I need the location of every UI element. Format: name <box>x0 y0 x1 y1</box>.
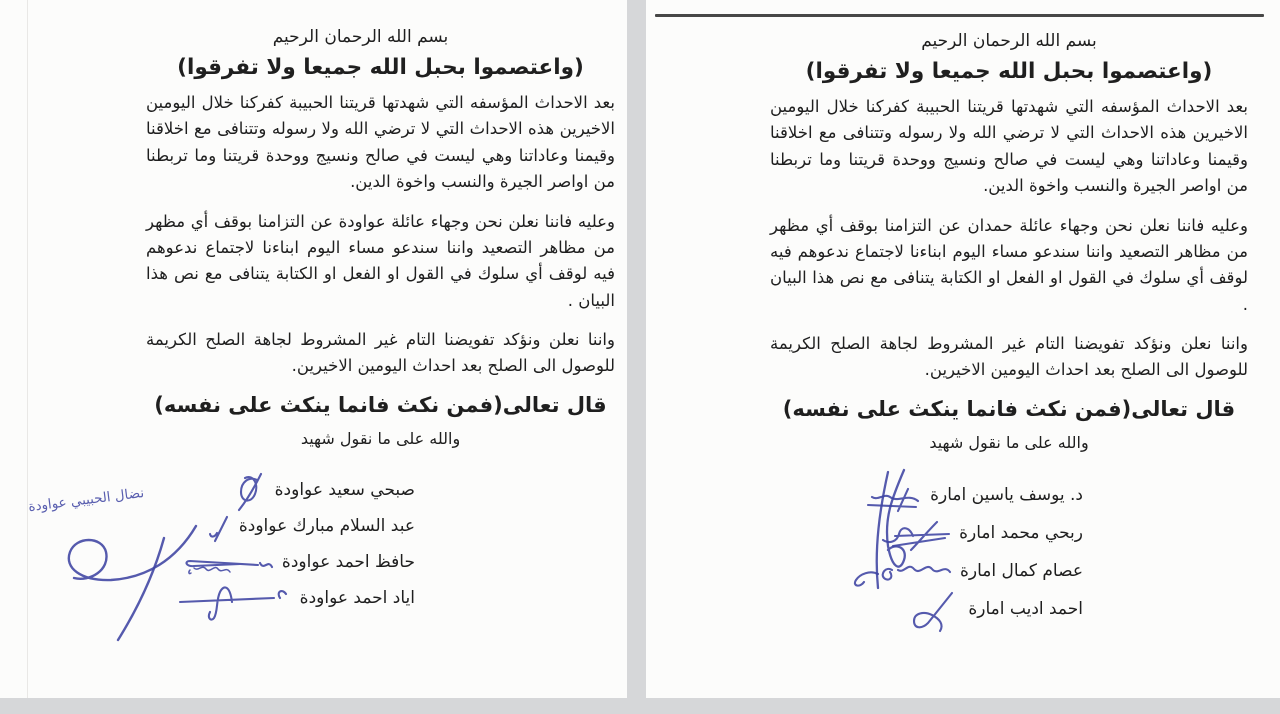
paragraph-events: بعد الاحداث المؤسفه التي شهدتها قريتنا الحبيبة كفركنا خلال اليومين الاخيرين هذه الاحداث التي لا ترضي الله ولا رسوله وتتنافى مع اخلاقنا وقيمنا وعاداتنا وهي ليست في صالح ونسيج ووحدة قريتنا وما تربطنا من اواصر الجيرة والنسب واخوة الدين. <box>146 92 615 192</box>
quran-quote-line: قال تعالى(فمن نكث فانما ينكث على نفسه) <box>154 392 607 417</box>
document-body <box>646 0 1280 628</box>
signatory-name: ربحي محمد امارة <box>959 522 1083 543</box>
quran-verse-heading: (واعتصموا بحبل الله جميعا ولا تفرقوا) <box>805 58 1213 84</box>
paragraph-events: بعد الاحداث المؤسفه التي شهدتها قريتنا الحبيبة كفركنا خلال اليومين الاخيرين هذه الاحداث التي لا ترضي الله ولا رسوله وتتنافى مع اخلاقنا وقيمنا وعاداتنا وهي ليست في صالح ونسيج ووحدة قريتنا وما تربطنا من اواصر الجيرة والنسب واخوة الدين. <box>770 96 1248 196</box>
quran-quote-line: قال تعالى(فمن نكث فانما ينكث على نفسه) <box>782 396 1236 421</box>
handwritten-small-note <box>182 558 234 584</box>
handwritten-flourish-signature <box>796 468 946 608</box>
witness-line: والله على ما نقول شهيد <box>929 432 1089 452</box>
scan-edge-line <box>655 14 1264 17</box>
paragraph-commitment: وعليه فاننا نعلن نحن وجهاء عائلة حمدان عن التزامنا بوقف أي مظهر من مظاهر التصعيد واننا سندعو مساء اليوم ابناءنا لاجتماع ندعوهم فيه لوقف أي سلوك في القول او الفعل او الكتابة يتنافى مع نص هذا البيان . <box>770 215 1248 314</box>
scanned-document-hamdan <box>646 0 1280 698</box>
scan-crease-line <box>27 0 28 698</box>
signatory-name: اياد احمد عواودة <box>299 587 415 608</box>
signatory-name: حافظ احمد عواودة <box>281 551 415 572</box>
handwritten-margin-note: نضال الحبيبي عواودة <box>27 484 145 516</box>
signatory-name: صبحي سعيد عواودة <box>274 479 415 500</box>
signatory-name: د. يوسف ياسين امارة <box>930 484 1083 505</box>
paragraph-mandate: واننا نعلن ونؤكد تفويضنا التام غير المشروط لجاهة الصلح الكريمة للوصول الى الصلح بعد احداث اليومين الاخيرين. <box>146 330 615 376</box>
signatory-name: عبد السلام مبارك عواودة <box>238 515 415 536</box>
basmala-line: بسم الله الرحمان الرحيم <box>921 31 1097 51</box>
basmala-line: بسم الله الرحمان الرحيم <box>272 27 449 47</box>
paragraph-commitment: وعليه فاننا نعلن نحن وجهاء عائلة عواودة عن التزامنا بوقف أي مظهر من مظاهر التصعيد واننا سندعو مساء اليوم ابناءنا لاجتماع ندعوهم فيه لوقف أي سلوك في القول او الفعل او الكتابة يتنافى مع نص هذا البيان . <box>146 211 615 310</box>
signatory-row <box>146 472 415 508</box>
quran-verse-heading: (واعتصموا بحبل الله جميعا ولا تفرقوا) <box>177 54 584 80</box>
signatory-name: احمد اديب امارة <box>968 598 1083 619</box>
signatory-name: عصام كمال امارة <box>960 560 1083 581</box>
scanned-document-awawdeh <box>0 0 627 698</box>
paragraph-mandate: واننا نعلن ونؤكد تفويضنا التام غير المشروط لجاهة الصلح الكريمة للوصول الى الصلح بعد احداث اليومين الاخيرين. <box>770 334 1248 380</box>
witness-line: والله على ما نقول شهيد <box>300 428 461 448</box>
